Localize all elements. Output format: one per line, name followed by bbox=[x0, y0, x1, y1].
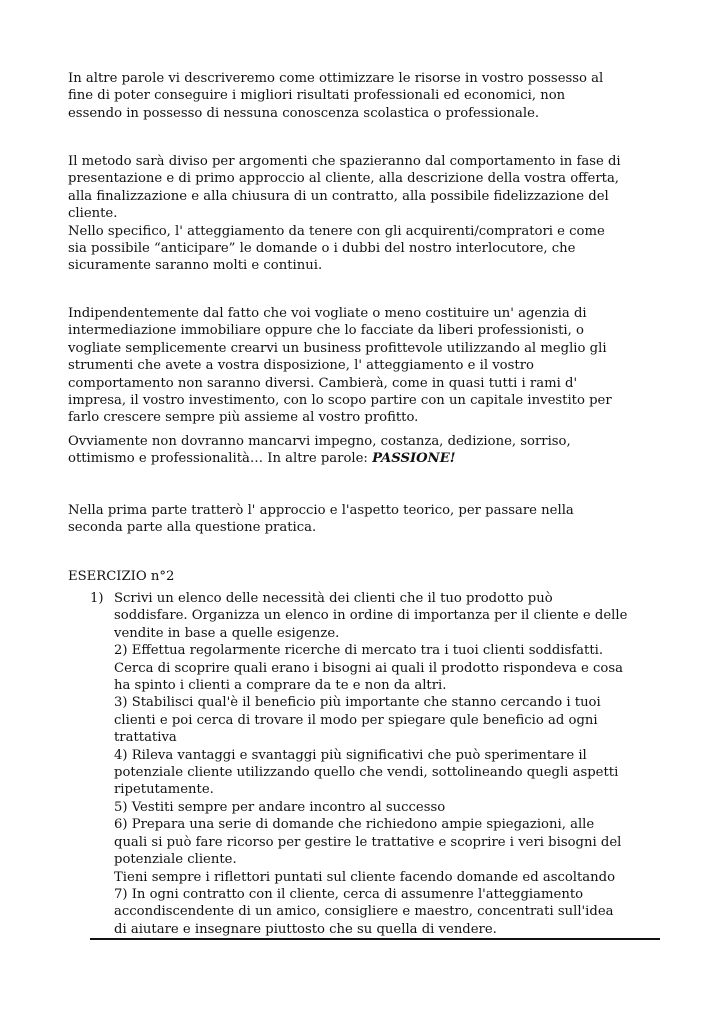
paragraph-method: Il metodo sarà diviso per argomenti che spazieranno dal comportamento in fase di presentazione e di primo approccio al cliente, alla descrizione della vostra offerta, alla finalizzazione e alla chiusura di un contratto, alla possibile fidelizzazione del cliente. Nello specifico, l' atteggiamento da tenere con gli acquirenti/compratori e come sia possibile “anticipare” le domande o i dubbi del nostro interlocutore, che sicuramente saranno molti e continui. bbox=[68, 154, 621, 274]
paragraph-passion bbox=[68, 433, 668, 468]
exercise-list-number: 1) bbox=[90, 591, 104, 606]
paragraph-intro: In altre parole vi descriveremo come ottimizzare le risorse in vostro possesso al fine di poter conseguire i migliori risultati professionali ed economici, non essendo in possesso di nessuna conoscenza scolastica o professionale. bbox=[68, 71, 604, 121]
exercise-list-body: Scrivi un elenco delle necessità dei clienti che il tuo prodotto può soddisfare. Organizza un elenco in ordine di importanza per il cliente e delle vendite in base a quelle esigenze. 2) Effettua regolarmente ricerche di mercato tra i tuoi clienti soddisfatti. Cerca di scoprire quali erano i bisogni ai quali il prodotto rispondeva e cosa ha spinto i clienti a comprare da te e non da altri. 3) Stabilisci qual'è il beneficio più importante che stanno cercando i tuoi clienti e poi cerca di trovare il modo per spiegare qule beneficio ad ogni trattativa 4) Rileva vantaggi e svantaggi più significativi che può sperimentare il potenziale cliente utilizzando quello che vendi, sottolineando quegli aspetti ripetutamente. 5) Vestiti sempre per andare incontro al successo 6) Prepara una serie di domande che richiedono ampie spiegazioni, alle quali si può fare ricorso per gestire le trattative e scoprire i veri bisogni del potenziale cliente. Tieni sempre i riflettori puntati sul cliente facendo domande ed ascoltando 7) In ogni contratto con il cliente, cerca di assumenre l'atteggiamento accondiscendente di un amico, consigliere e maestro, concentrati sull'idea di aiutare e insegnare piuttosto che su quella di vendere. bbox=[114, 591, 628, 937]
exercise-title: ESERCIZIO n°2 bbox=[68, 569, 175, 584]
bottom-rule bbox=[90, 938, 660, 940]
paragraph-independence: Indipendentemente dal fatto che voi vogliate o meno costituire un' agenzia di intermediazione immobiliare oppure che lo facciate da liberi professionisti, o vogliate semplicemente crearvi un business profittevole utilizzando al meglio gli strumenti che avete a vostra disposizione, l' atteggiamento e il vostro comportamento non saranno diversi. Cambierà, come in quasi tutti i rami d' impresa, il vostro investimento, con lo scopo partire con un capitale investito per farlo crescere sempre più assieme al vostro profitto. bbox=[68, 306, 612, 426]
paragraph-parts: Nella prima parte tratterò l' approccio e l'aspetto teorico, per passare nella seconda parte alla questione pratica. bbox=[68, 503, 574, 536]
paragraph-passion-text: Ovviamente non dovranno mancarvi impegno, costanza, dedizione, sorriso, ottimismo e professionalità… In altre parole: bbox=[68, 434, 571, 467]
passion-emphasis: PASSIONE! bbox=[372, 451, 456, 467]
